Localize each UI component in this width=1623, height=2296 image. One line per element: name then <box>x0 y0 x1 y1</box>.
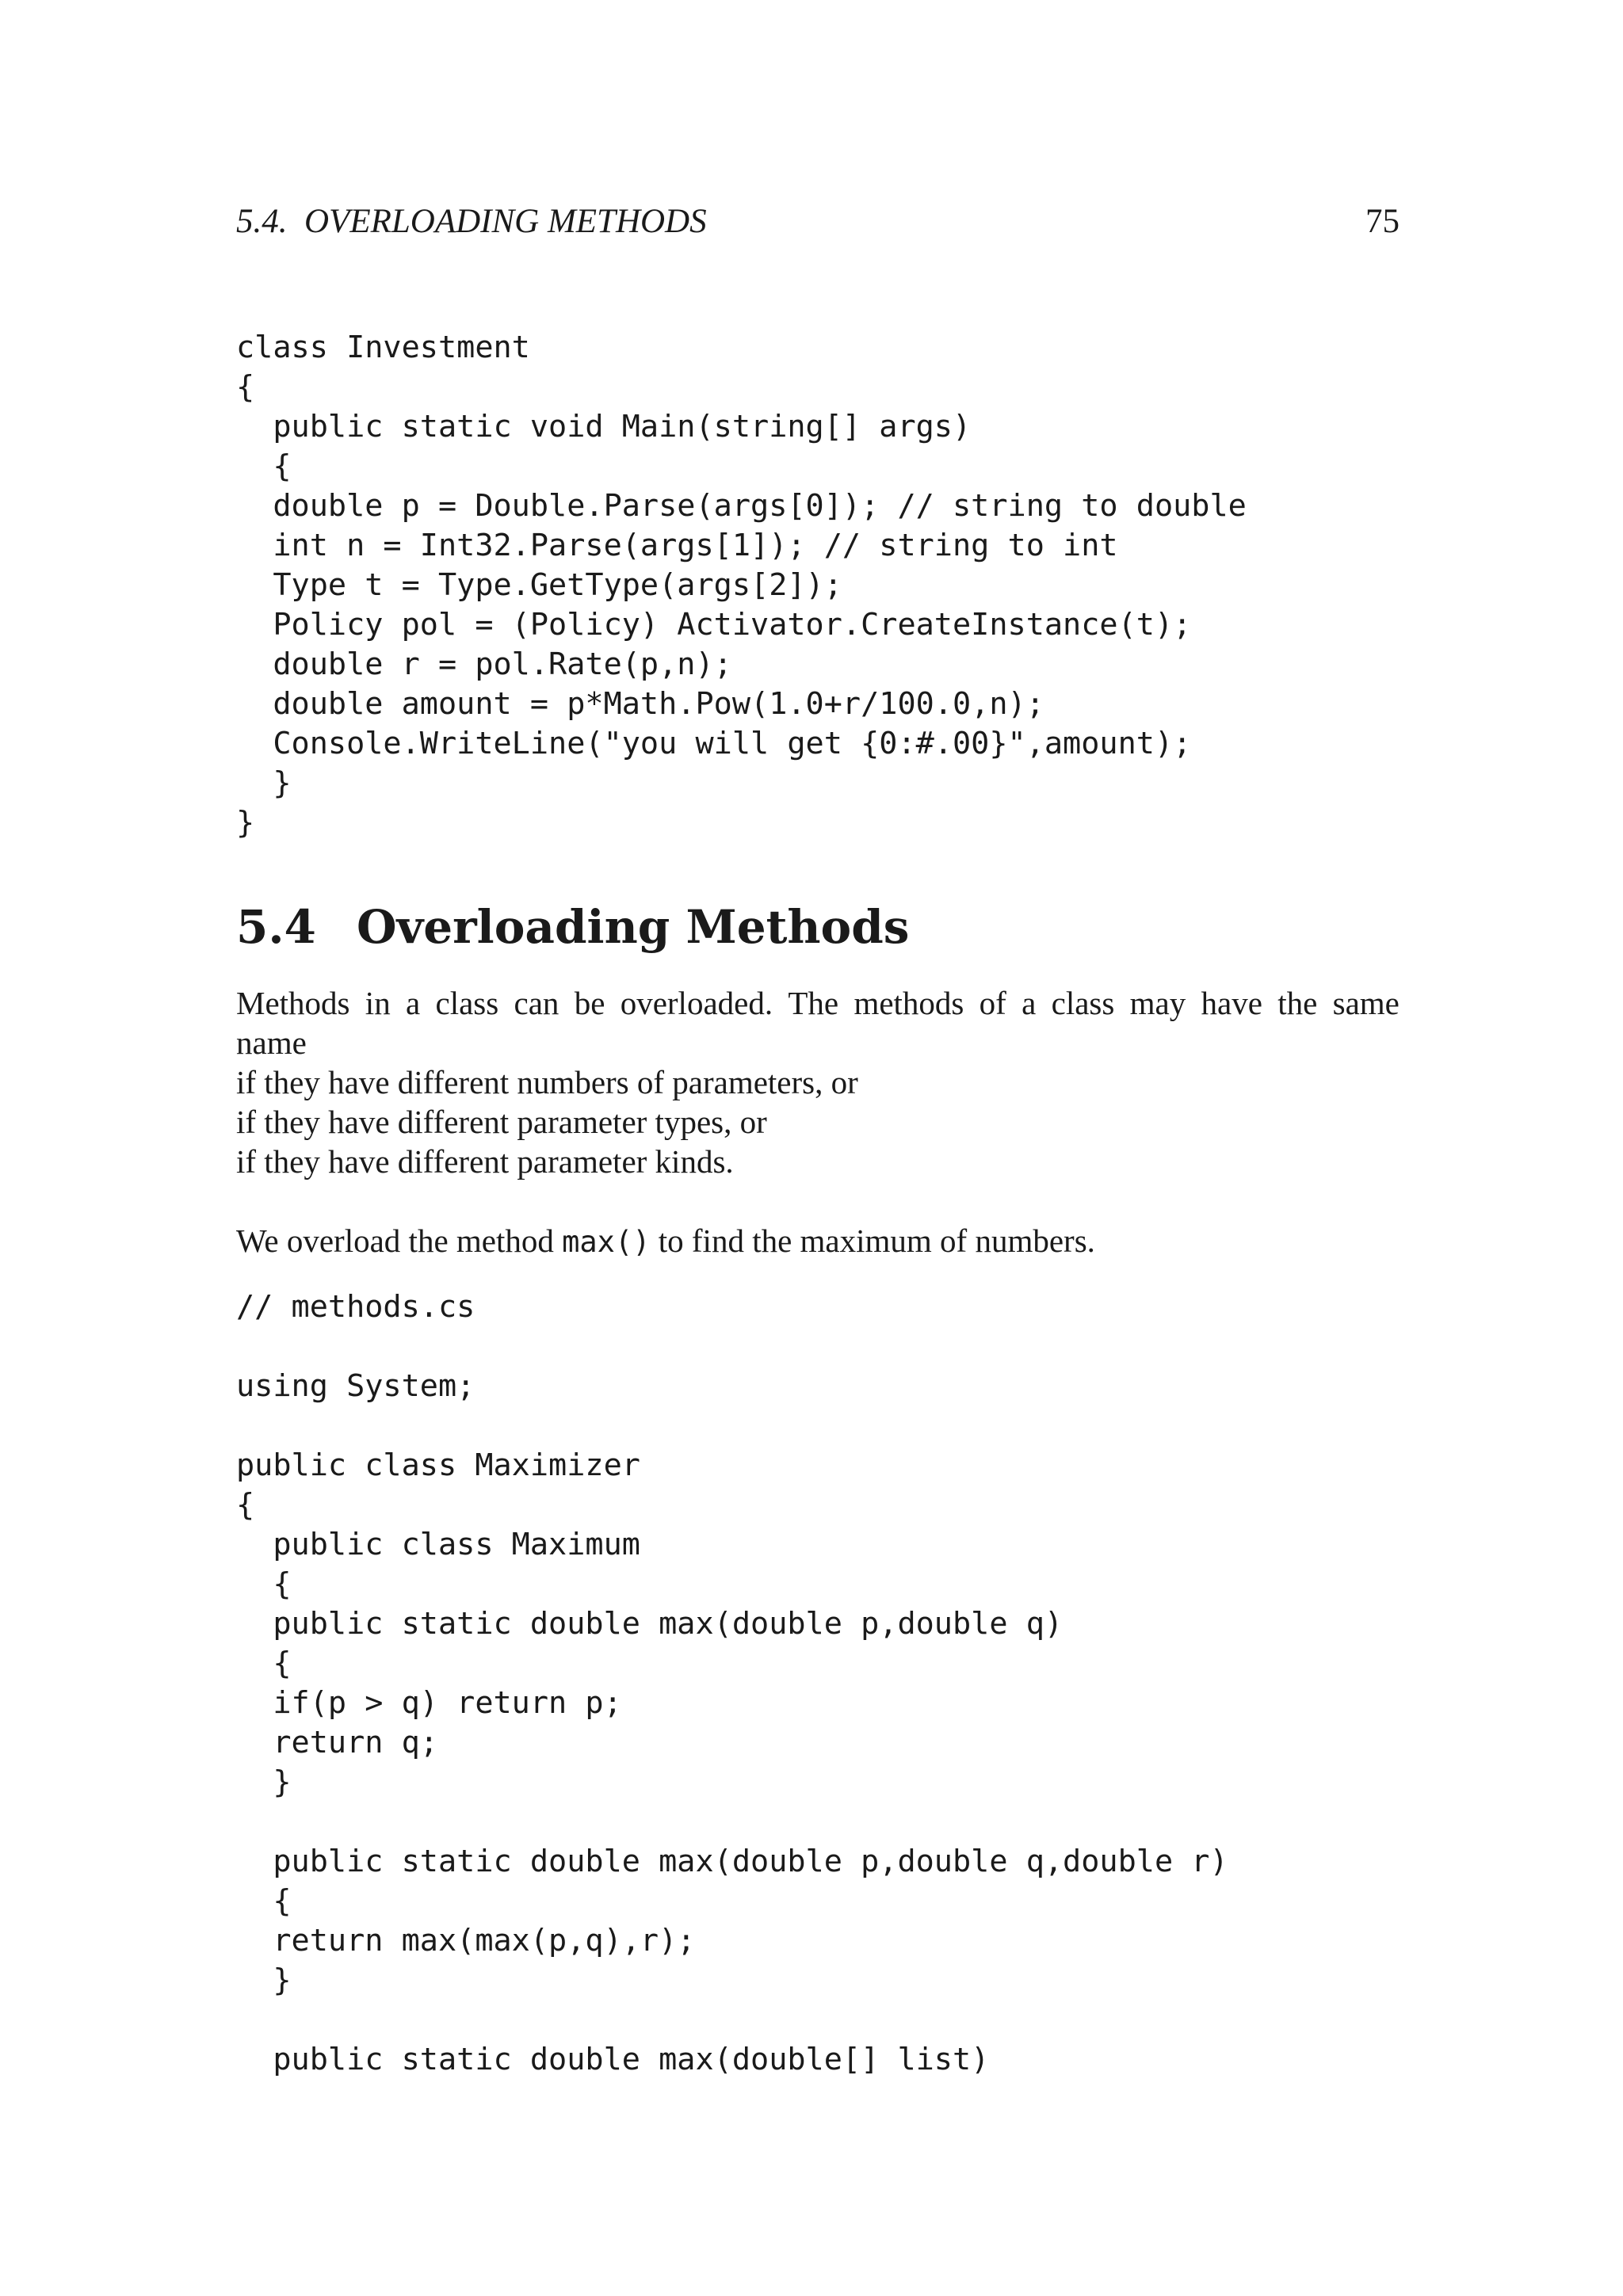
intro-word: of <box>979 985 1006 1021</box>
code-line: } <box>236 1764 292 1800</box>
section-title: Overloading Methods <box>357 900 910 954</box>
code-line: Policy pol = (Policy) Activator.CreateInstance(t); <box>236 607 1192 643</box>
intro-paragraph <box>236 983 1400 1181</box>
code-line: public static double max(double p,double q) <box>236 1606 1064 1642</box>
code-line: class Investment <box>236 330 530 365</box>
section-heading <box>236 895 909 959</box>
code-line: double amount = p*Math.Pow(1.0+r/100.0,n); <box>236 686 1044 722</box>
code-line: Console.WriteLine("you will get {0:#.00}",amount); <box>236 726 1192 761</box>
intro-line-2: name <box>236 1024 307 1061</box>
intro-word: may <box>1129 985 1186 1021</box>
code-line: } <box>236 765 292 801</box>
intro-word: The <box>788 985 839 1021</box>
code-line: { <box>236 1646 292 1681</box>
intro-word: overloaded. <box>620 985 773 1021</box>
intro-word: same <box>1332 985 1400 1021</box>
intro-word: class <box>435 985 499 1021</box>
overload-text-before: We overload the method <box>236 1222 563 1259</box>
running-title: 5.4. OVERLOADING METHODS <box>236 203 707 240</box>
intro-word: class <box>1051 985 1115 1021</box>
intro-word: a <box>406 985 421 1021</box>
intro-word: a <box>1022 985 1037 1021</box>
code-line: double p = Double.Parse(args[0]); // string to double <box>236 488 1247 524</box>
code-line: } <box>236 805 255 841</box>
overload-text-after: to find the maximum of numbers. <box>650 1222 1095 1259</box>
code-line: // methods.cs <box>236 1289 475 1325</box>
code-line <box>236 1802 1228 1842</box>
intro-line-3: if they have different numbers of parameters, or <box>236 1064 858 1100</box>
code-line: return max(max(p,q),r); <box>236 1923 696 1958</box>
code-line: { <box>236 369 255 405</box>
intro-word: the <box>1277 985 1318 1021</box>
code-line: using System; <box>236 1368 475 1404</box>
code-line: public static double max(double[] list) <box>236 2042 990 2077</box>
code-line: { <box>236 1487 255 1523</box>
intro-word: Methods <box>236 985 350 1021</box>
code-line <box>236 1327 1228 1367</box>
code-line <box>236 1406 1228 1446</box>
intro-word: in <box>365 985 391 1021</box>
code-line: public static void Main(string[] args) <box>236 409 972 444</box>
code-line: } <box>236 1962 292 1998</box>
page-number: 75 <box>1365 203 1400 240</box>
code-line: int n = Int32.Parse(args[1]); // string to int <box>236 528 1118 563</box>
intro-line-1 <box>236 983 1400 1023</box>
overload-paragraph <box>236 1221 1400 1261</box>
code-line: Type t = Type.GetType(args[2]); <box>236 567 842 603</box>
section-number: 5.4 <box>236 900 316 954</box>
code-listing-methods <box>236 1287 1228 2080</box>
code-line: return q; <box>236 1725 438 1760</box>
intro-word: be <box>574 985 605 1021</box>
intro-line-4: if they have different parameter types, or <box>236 1104 767 1140</box>
intro-word: can <box>514 985 559 1021</box>
intro-line-5: if they have different parameter kinds. <box>236 1143 734 1180</box>
code-line: double r = pol.Rate(p,n); <box>236 646 732 682</box>
overload-sentence <box>236 1221 1400 1261</box>
code-line: { <box>236 1566 292 1602</box>
code-line <box>236 2000 1228 2040</box>
code-line: public static double max(double p,double q,double r) <box>236 1844 1228 1879</box>
code-line: public class Maximizer <box>236 1447 640 1483</box>
running-header <box>236 198 1400 246</box>
code-listing-investment <box>236 328 1247 843</box>
code-line: { <box>236 448 292 484</box>
code-line: public class Maximum <box>236 1527 640 1562</box>
code-line: if(p > q) return p; <box>236 1685 622 1721</box>
intro-word: methods <box>854 985 964 1021</box>
code-line: { <box>236 1883 292 1919</box>
intro-word: have <box>1201 985 1262 1021</box>
inline-code-max: max() <box>562 1225 651 1259</box>
